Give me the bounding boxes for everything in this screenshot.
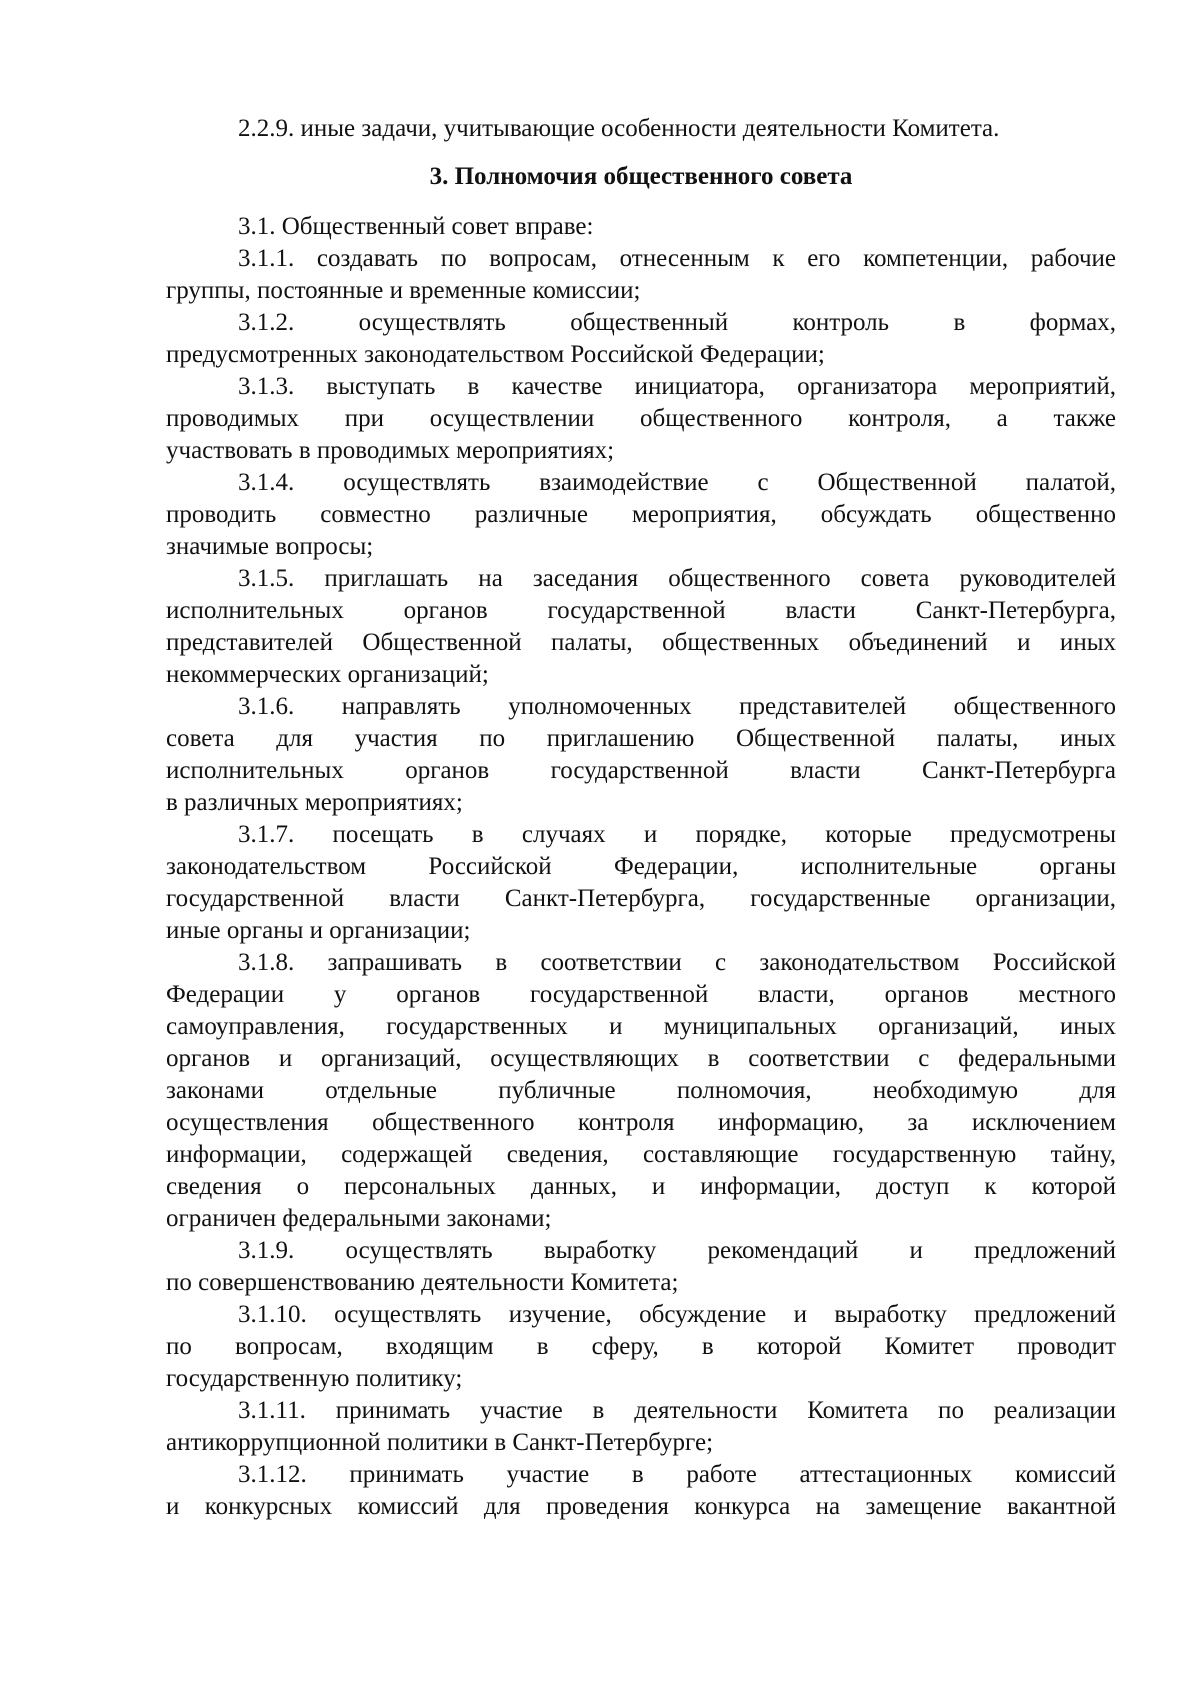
text-line: 3.1.11. принимать участие в деятельности Комитета по реализации (238, 1397, 1116, 1424)
intro-line: 2.2.9. иные задачи, учитывающие особенности деятельности Комитета. (238, 115, 1000, 142)
text-line: 3.1.10. осуществлять изучение, обсуждение и выработку предложений (238, 1301, 1116, 1328)
text-line: сведения о персональных данных, и информации, доступ к которой (166, 1173, 1116, 1200)
text-line: органов и организаций, осуществляющих в соответствии с федеральными (166, 1045, 1116, 1072)
text-line: законодательством Российской Федерации, исполнительные органы (166, 853, 1116, 880)
text-line: 3.1.12. принимать участие в работе аттестационных комиссий (238, 1461, 1116, 1488)
text-line: представителей Общественной палаты, общественных объединений и иных (166, 629, 1116, 656)
text-line: проводить совместно различные мероприятия, обсуждать общественно (166, 501, 1116, 528)
text-line: 3.1. Общественный совет вправе: (238, 213, 594, 240)
text-line: 3.1.5. приглашать на заседания общественного совета руководителей (238, 565, 1116, 592)
text-line: по вопросам, входящим в сферу, в которой Комитет проводит (166, 1333, 1116, 1360)
text-line: 3.1.4. осуществлять взаимодействие с Общественной палатой, (238, 469, 1116, 496)
text-line: проводимых при осуществлении общественного контроля, а также (166, 405, 1116, 432)
text-line: самоуправления, государственных и муниципальных организаций, иных (166, 1013, 1116, 1040)
text-line: иные органы и организации; (166, 917, 471, 944)
text-line: участвовать в проводимых мероприятиях; (166, 437, 615, 464)
text-line: значимые вопросы; (166, 533, 374, 560)
text-line: Федерации у органов государственной власти, органов местного (166, 981, 1116, 1008)
text-line: государственную политику; (166, 1365, 463, 1392)
text-line: государственной власти Санкт-Петербурга, государственные организации, (166, 885, 1116, 912)
text-line: совета для участия по приглашению Общественной палаты, иных (166, 725, 1116, 752)
text-line: исполнительных органов государственной власти Санкт-Петербурга (166, 757, 1116, 784)
text-line: группы, постоянные и временные комиссии; (166, 277, 641, 304)
text-line: информации, содержащей сведения, составляющие государственную тайну, (166, 1141, 1116, 1168)
text-line: 3.1.3. выступать в качестве инициатора, организатора мероприятий, (238, 373, 1116, 400)
paragraph-lines (166, 211, 1116, 1523)
text-line: 3.1.8. запрашивать в соответствии с законодательством Российской (238, 949, 1116, 976)
text-line: ограничен федеральными законами; (166, 1205, 552, 1232)
text-line: 3.1.2. осуществлять общественный контроль в формах, (238, 309, 1116, 336)
section-heading: 3. Полномочия общественного совета (429, 163, 853, 190)
text-line: 3.1.6. направлять уполномоченных представителей общественного (238, 693, 1116, 720)
text-line: исполнительных органов государственной власти Санкт-Петербурга, (166, 597, 1116, 624)
text-line: и конкурсных комиссий для проведения конкурса на замещение вакантной (166, 1493, 1116, 1520)
text-line: законами отдельные публичные полномочия, необходимую для (166, 1077, 1116, 1104)
text-line: 3.1.9. осуществлять выработку рекомендаций и предложений (238, 1237, 1116, 1264)
text-line: осуществления общественного контроля информацию, за исключением (166, 1109, 1116, 1136)
text-line: 3.1.1. создавать по вопросам, отнесенным к его компетенции, рабочие (238, 245, 1116, 272)
text-line: предусмотренных законодательством Российской Федерации; (166, 341, 825, 368)
document-body (166, 113, 1116, 1523)
text-line: 3.1.7. посещать в случаях и порядке, которые предусмотрены (238, 821, 1116, 848)
text-line: в различных мероприятиях; (166, 789, 463, 816)
text-line: антикоррупционной политики в Санкт-Петербурге; (166, 1429, 714, 1456)
text-line: по совершенствованию деятельности Комитета; (166, 1269, 679, 1296)
text-line: некоммерческих организаций; (166, 661, 489, 688)
